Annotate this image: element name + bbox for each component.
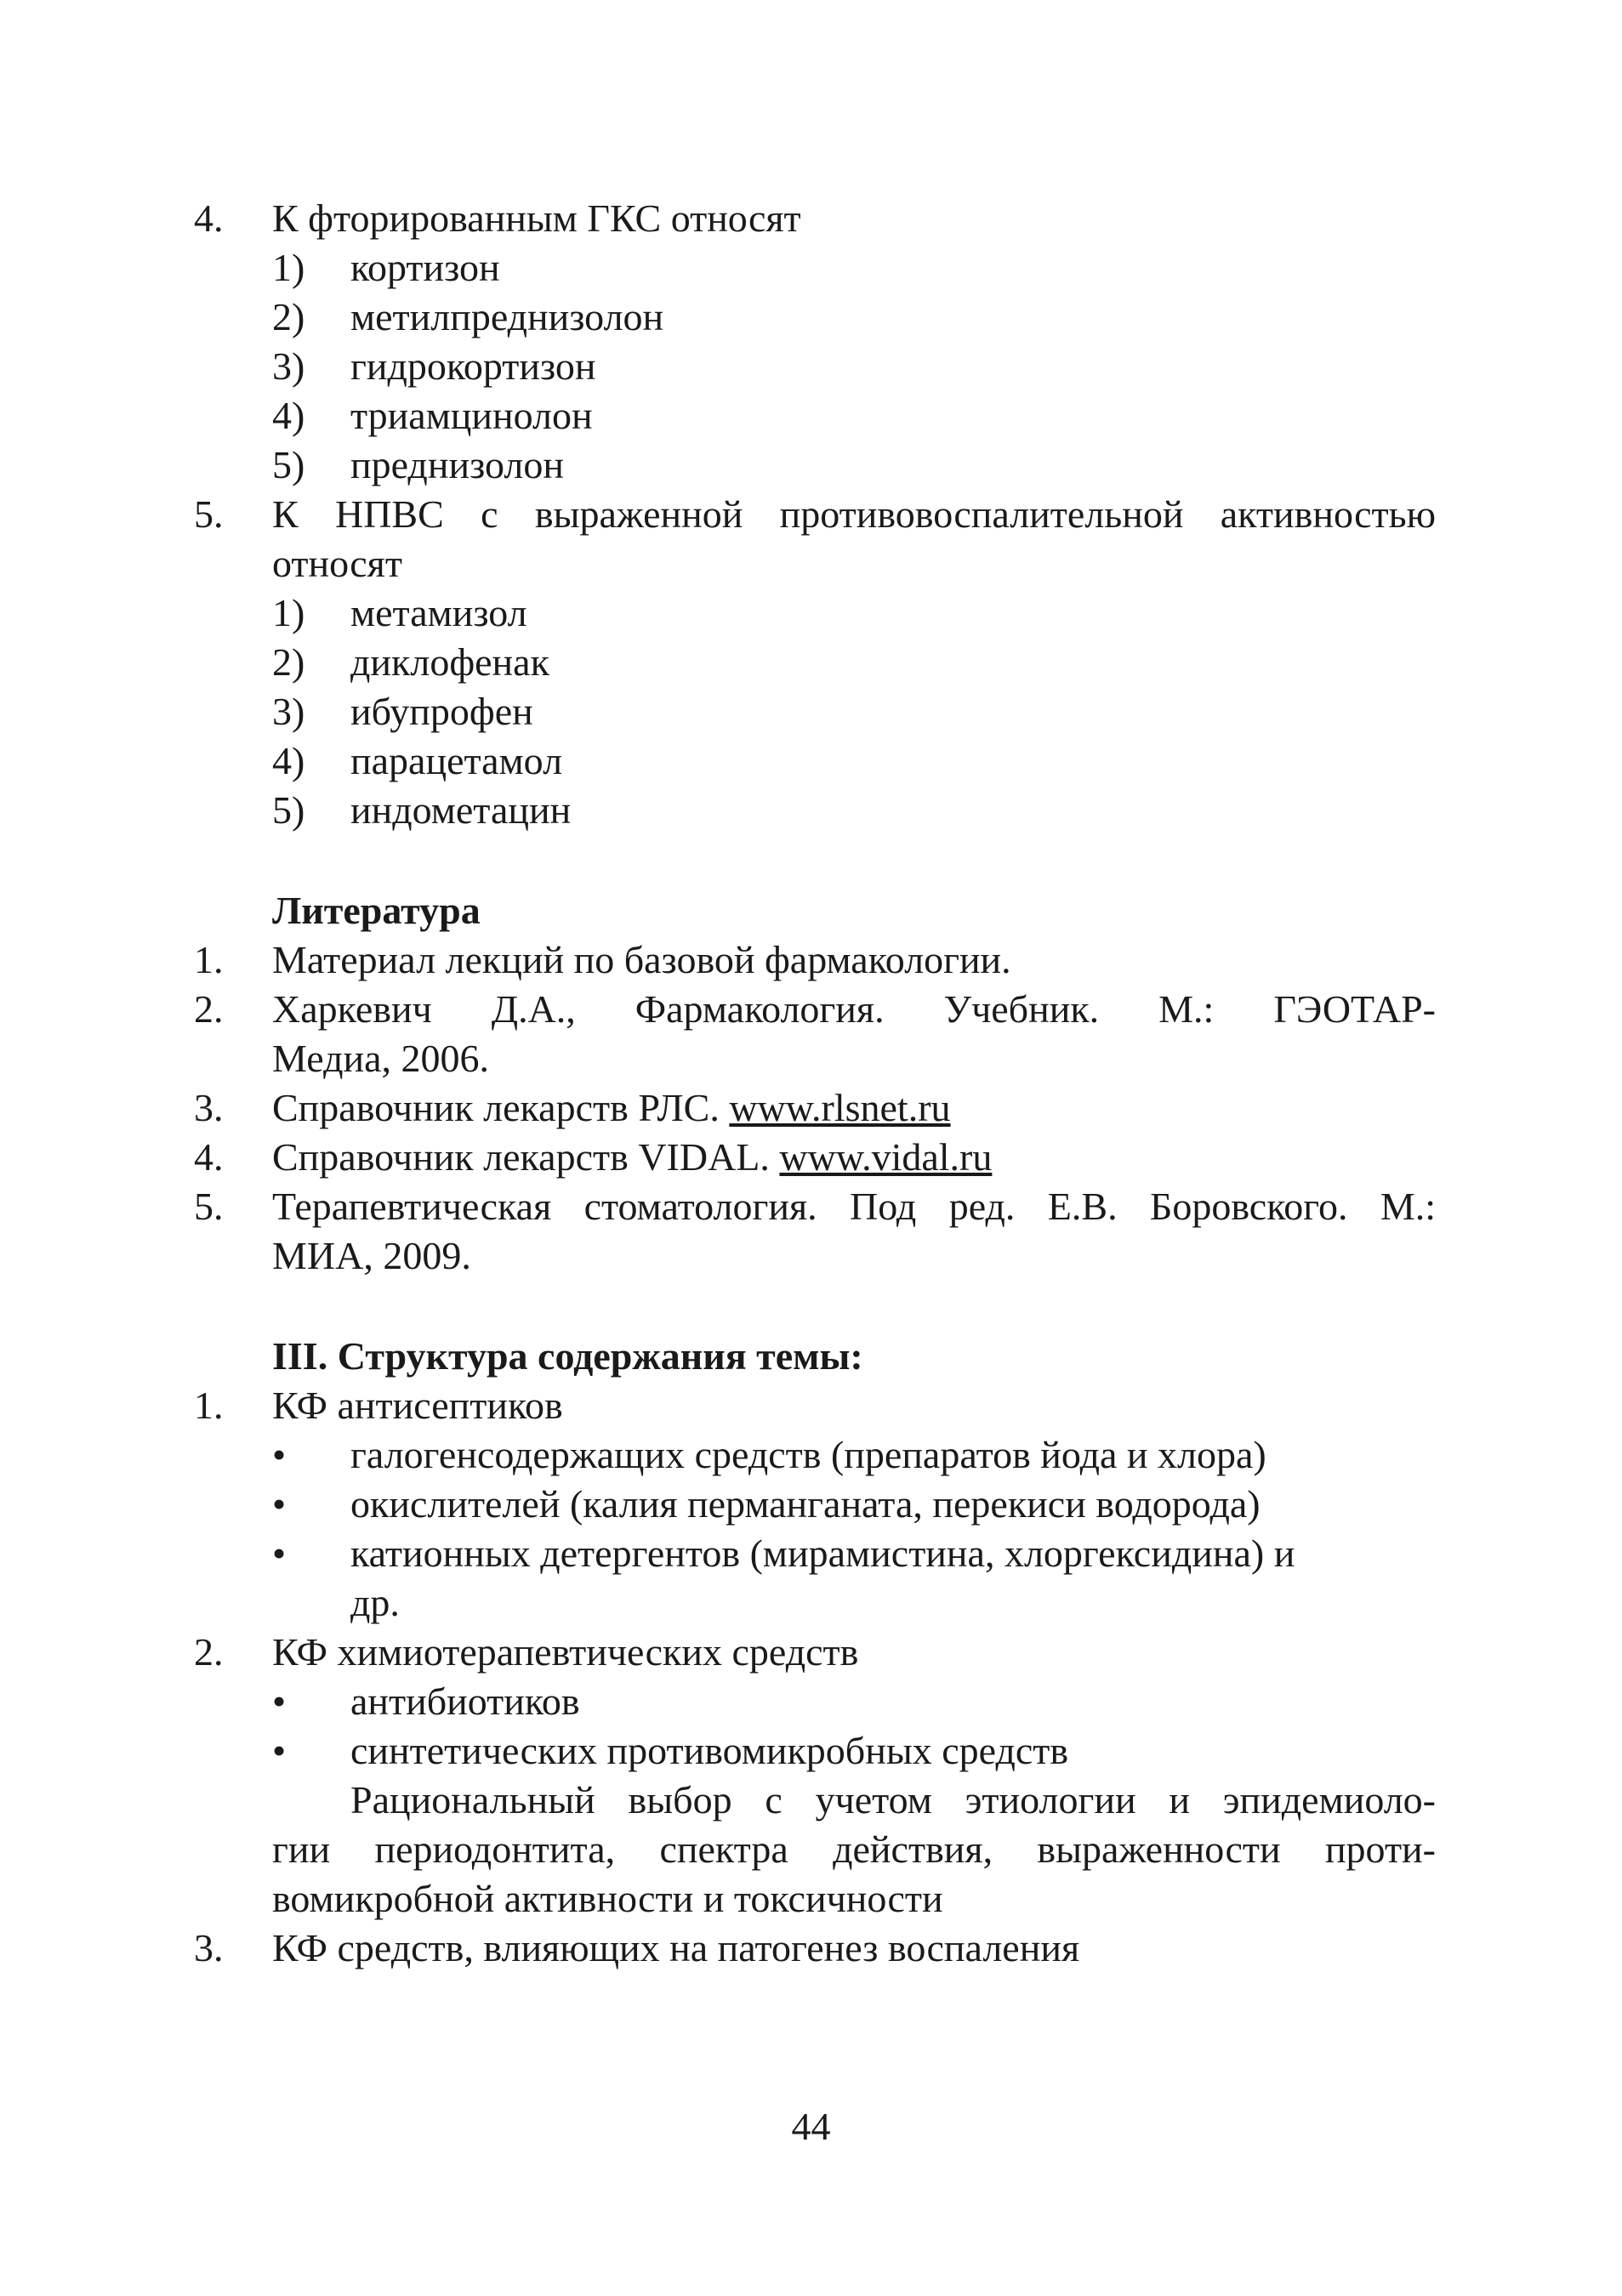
q4-option-2: метилпреднизолон bbox=[350, 295, 664, 338]
bullet-marker: • bbox=[272, 1433, 287, 1476]
q5-text-line-2: относят bbox=[272, 542, 402, 585]
q5-option-1-number: 1) bbox=[272, 591, 305, 634]
literature-item-2-line-2: Медиа, 2006. bbox=[272, 1037, 490, 1080]
rlsnet-link[interactable]: www.rlsnet.ru bbox=[729, 1086, 951, 1129]
literature-item-5-line-1: Терапевтическая стоматология. Под ред. Е.В. Боровского. М.: bbox=[272, 1185, 1436, 1228]
literature-heading: Литература bbox=[272, 889, 481, 932]
structure-item-1-bullet-1: галогенсодержащих средств (препаратов йода и хлора) bbox=[350, 1433, 1266, 1476]
structure-item-3: КФ средств, влияющих на патогенез воспаления bbox=[272, 1926, 1080, 1969]
structure-item-2-bullet-2: синтетических противомикробных средств bbox=[350, 1729, 1069, 1772]
bullet-marker: • bbox=[272, 1532, 287, 1575]
structure-item-1-bullet-2: окислителей (калия перманганата, перекиси водорода) bbox=[350, 1482, 1261, 1526]
q4-option-1: кортизон bbox=[350, 246, 500, 289]
structure-item-1: КФ антисептиков bbox=[272, 1384, 563, 1427]
literature-item-3 bbox=[272, 1085, 951, 1130]
q5-option-5-number: 5) bbox=[272, 788, 305, 832]
q4-option-4-number: 4) bbox=[272, 394, 305, 437]
q5-option-3: ибупрофен bbox=[350, 690, 533, 733]
q4-number: 4. bbox=[194, 196, 224, 240]
q5-option-1: метамизол bbox=[350, 591, 527, 634]
q4-option-1-number: 1) bbox=[272, 246, 305, 289]
q4-option-2-number: 2) bbox=[272, 295, 305, 338]
q5-option-5: индометацин bbox=[350, 788, 572, 832]
structure-paragraph-line-2: гии периодонтита, спектра действия, выраженности проти- bbox=[272, 1827, 1436, 1871]
structure-item-2-bullet-1: антибиотиков bbox=[350, 1679, 580, 1723]
q5-option-2: диклофенак bbox=[350, 640, 549, 684]
page-number: 44 bbox=[791, 2105, 831, 2148]
q5-number: 5. bbox=[194, 492, 224, 536]
literature-item-4-number: 4. bbox=[194, 1135, 224, 1179]
q4-option-5: преднизолон bbox=[350, 443, 564, 486]
q4-option-3-number: 3) bbox=[272, 344, 305, 388]
q4-text: К фторированным ГКС относят bbox=[272, 196, 801, 240]
literature-item-4-text: Справочник лекарств VIDAL. bbox=[272, 1135, 780, 1179]
literature-item-4 bbox=[272, 1134, 992, 1179]
structure-item-2: КФ химиотерапевтических средств bbox=[272, 1630, 859, 1674]
literature-item-2-line-1: Харкевич Д.А., Фармакология. Учебник. М.: ГЭОТАР- bbox=[272, 987, 1436, 1031]
literature-item-2-number: 2. bbox=[194, 987, 224, 1031]
structure-heading: III. Структура содержания темы: bbox=[272, 1334, 863, 1378]
q5-text-line-1: К НПВС с выраженной противовоспалительной активностью bbox=[272, 492, 1436, 536]
structure-paragraph-line-1: Рациональный выбор с учетом этиологии и эпидемиоло- bbox=[350, 1778, 1436, 1821]
bullet-marker: • bbox=[272, 1679, 287, 1723]
q4-option-3: гидрокортизон bbox=[350, 344, 596, 388]
q4-option-4: триамцинолон bbox=[350, 394, 593, 437]
q5-option-3-number: 3) bbox=[272, 690, 305, 733]
literature-item-5-number: 5. bbox=[194, 1185, 224, 1228]
bullet-marker: • bbox=[272, 1482, 287, 1526]
q5-option-2-number: 2) bbox=[272, 640, 305, 684]
q4-option-5-number: 5) bbox=[272, 443, 305, 486]
structure-paragraph-line-3: вомикробной активности и токсичности bbox=[272, 1877, 943, 1920]
literature-item-3-number: 3. bbox=[194, 1086, 224, 1129]
structure-item-1-bullet-3: катионных детергентов (мирамистина, хлоргексидина) и bbox=[350, 1532, 1295, 1575]
literature-item-1-number: 1. bbox=[194, 938, 224, 981]
structure-item-1-bullet-3-cont: др. bbox=[350, 1581, 400, 1624]
bullet-marker: • bbox=[272, 1729, 287, 1772]
q5-option-4: парацетамол bbox=[350, 739, 563, 782]
structure-item-2-number: 2. bbox=[194, 1630, 224, 1674]
literature-item-3-text: Справочник лекарств РЛС. bbox=[272, 1086, 730, 1129]
structure-item-3-number: 3. bbox=[194, 1926, 224, 1969]
literature-item-5-line-2: МИА, 2009. bbox=[272, 1234, 471, 1277]
q5-option-4-number: 4) bbox=[272, 739, 305, 782]
structure-item-1-number: 1. bbox=[194, 1384, 224, 1427]
literature-item-1: Материал лекций по базовой фармакологии. bbox=[272, 938, 1011, 981]
vidal-link[interactable]: www.vidal.ru bbox=[779, 1135, 993, 1179]
